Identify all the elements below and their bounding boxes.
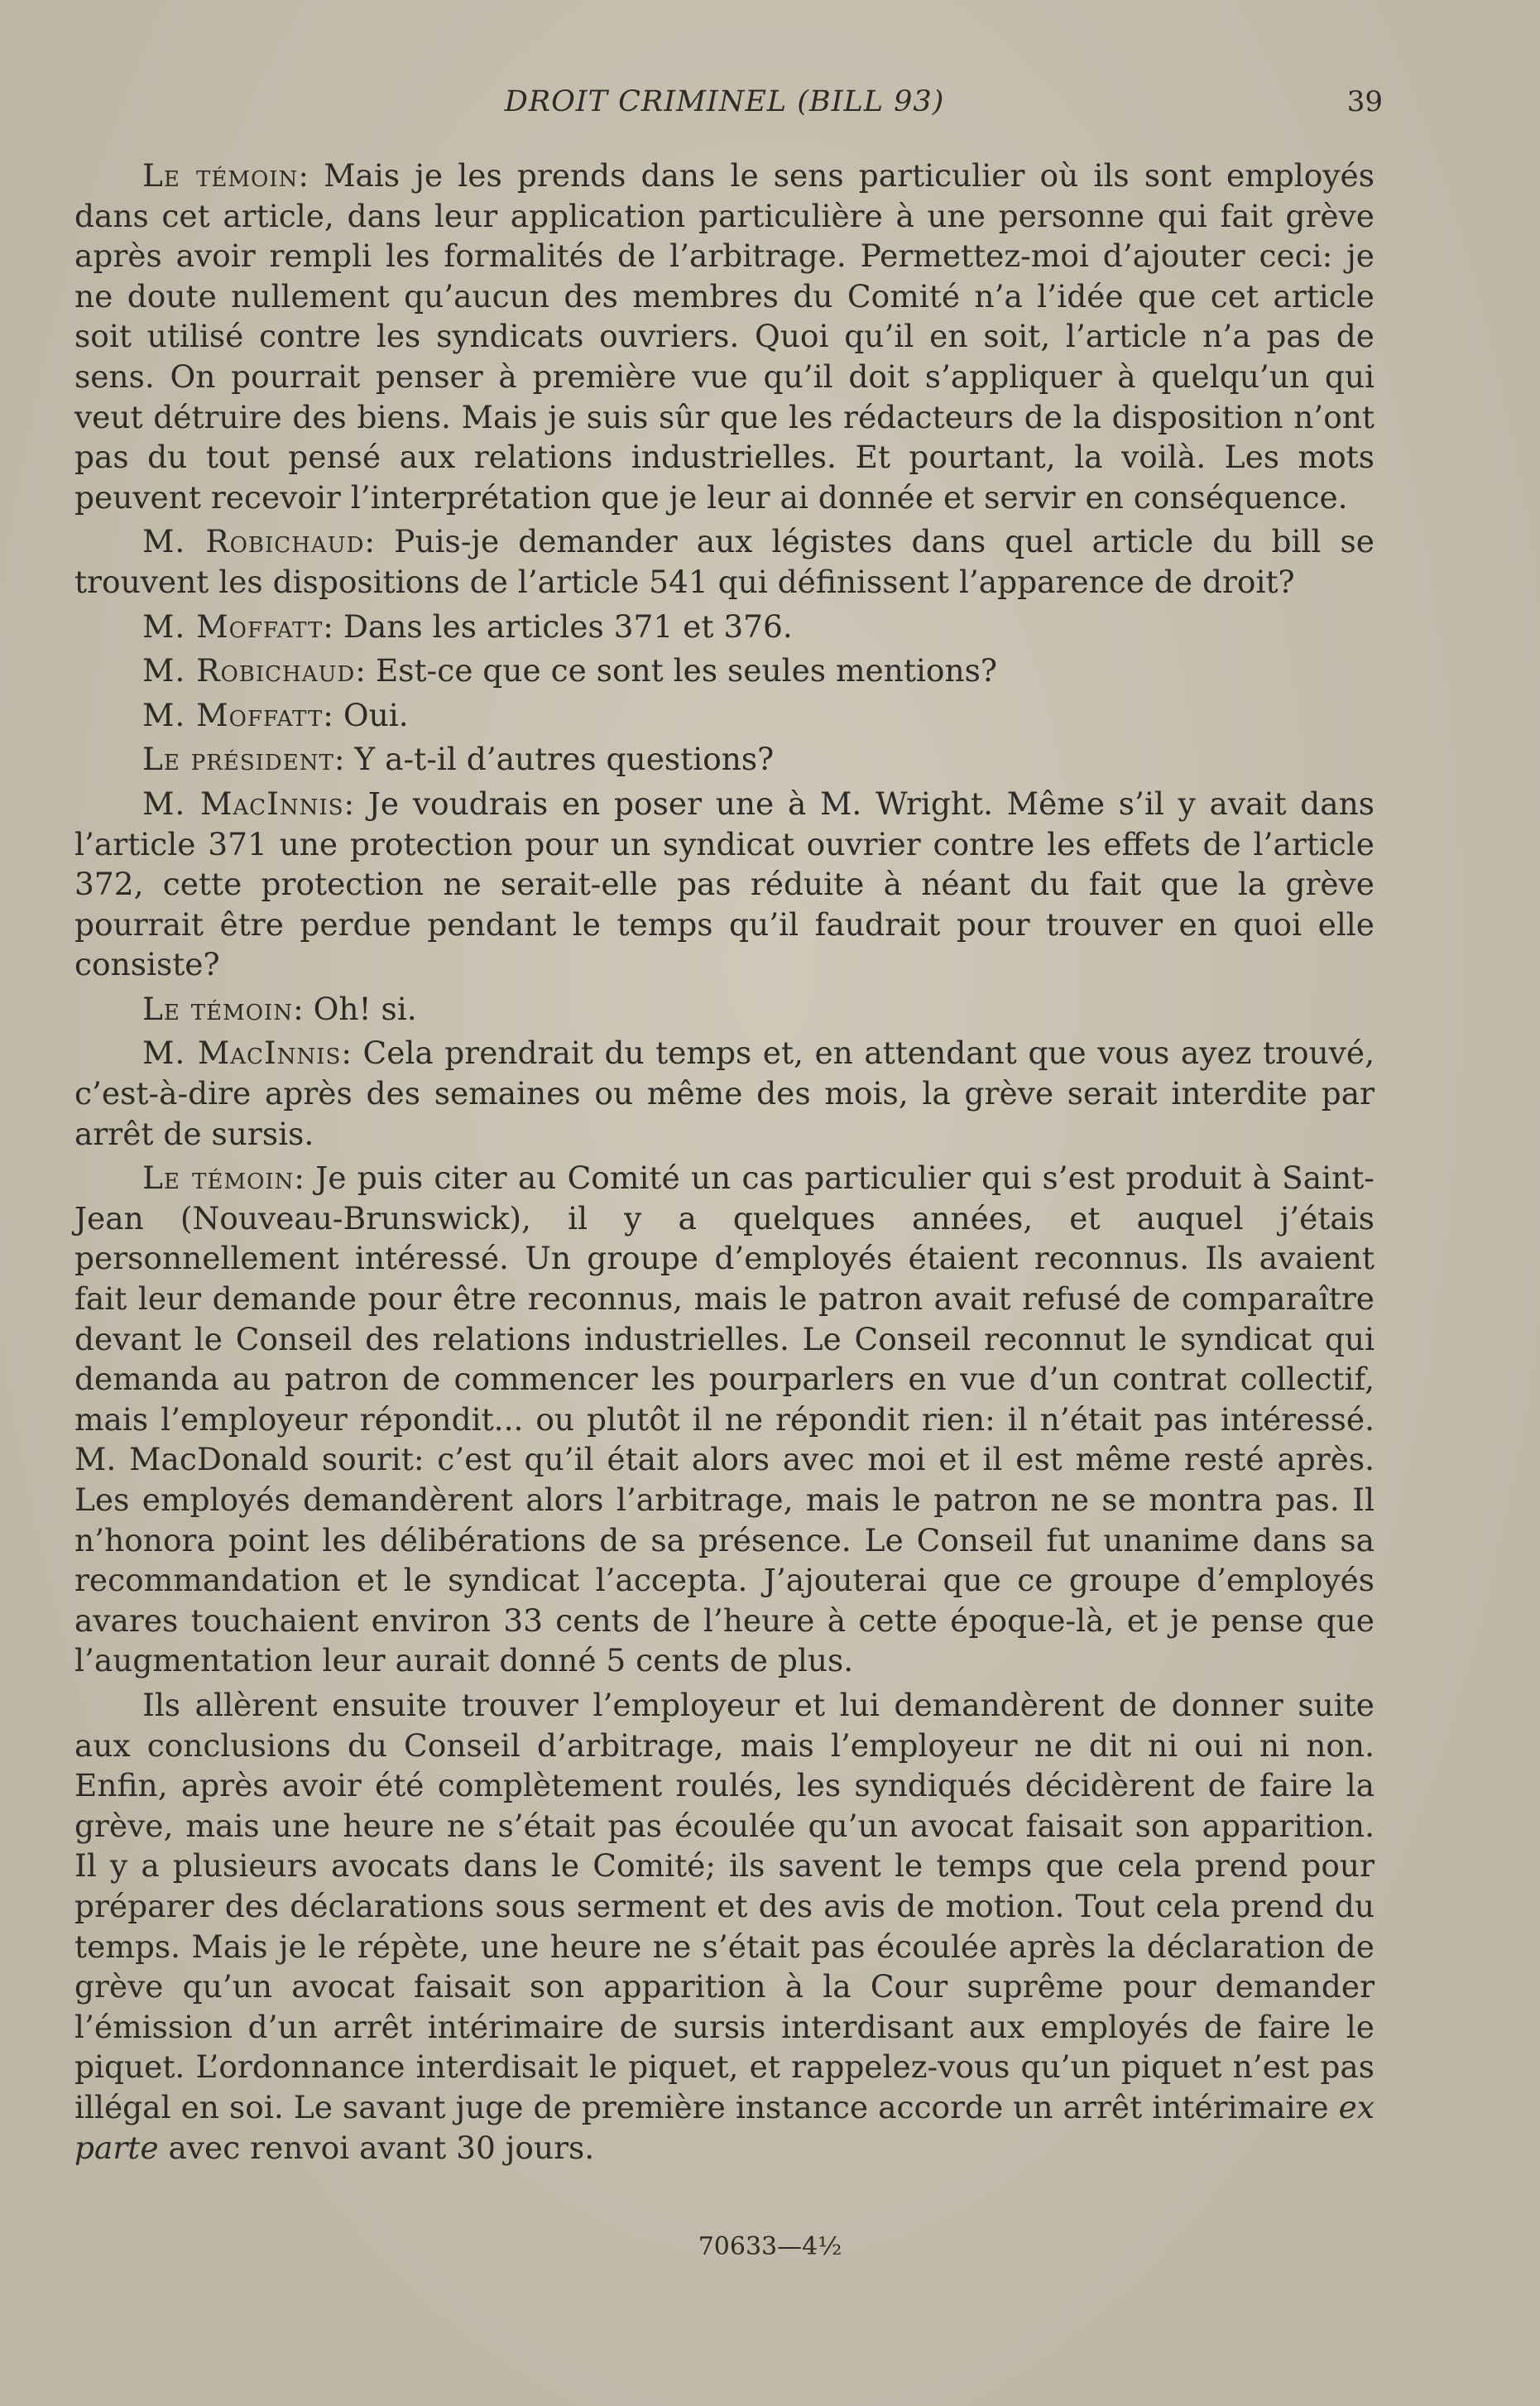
paragraph <box>74 1033 1374 1154</box>
speaker-name: Le témoin <box>142 990 294 1027</box>
body-text <box>74 156 1374 2172</box>
paragraph-text: : Dans les articles 371 et 376. <box>323 608 793 645</box>
paragraph <box>74 1685 1374 2168</box>
printer-signature: 70633—4½ <box>698 2232 842 2261</box>
speaker-name: Le président <box>142 741 334 778</box>
paragraph <box>74 156 1374 517</box>
speaker-name: M. Moffatt <box>142 696 324 733</box>
paragraph <box>74 521 1374 602</box>
paragraph-text: : Mais je les prends dans le sens particulier où ils sont employés dans cet article, dans leur application particulière à une personne qui fait grève après avoir rempli les formalités de l’arbitrage. Permettez-moi d’ajouter ceci: je ne doute nullement qu’aucun des membres du Comité n’a l’idée que cet article soit utilisé contre les syndicats ouvriers. Quoi qu’il en soit, l’article n’a pas de sens. On pourrait penser à première vue qu’il doit s’appliquer à quelqu’un qui veut détruire des biens. Mais je suis sûr que les rédacteurs de la disposition n’ont pas du tout pensé aux relations industrielles. Et pourtant, la voilà. Les mots peuvent recevoir l’interprétation que je leur ai donnée et servir en conséquence. <box>74 157 1374 516</box>
paragraph-text: : Puis-je demander aux légistes dans quel article du bill se trouvent les dispositions de l’article 541 qui définissent l’apparence de droit? <box>74 523 1374 600</box>
paragraph <box>74 651 1374 691</box>
paragraph <box>74 695 1374 736</box>
paragraph-text: : Je voudrais en poser une à M. Wright. Même s’il y avait dans l’article 371 une protection pour un syndicat ouvrier contre les effets de l’article 372, cette protection ne serait-elle pas réduite à néant du fait que la grève pourrait être perdue pendant le temps qu’il faudrait pour trouver en quoi elle consiste? <box>74 785 1375 983</box>
paragraph-text-end: avec renvoi avant 30 jours. <box>158 2129 595 2166</box>
speaker-name: M. MacInnis <box>142 785 344 822</box>
paragraph-text: : Oui. <box>323 696 409 733</box>
italic-phrase: ex parte <box>74 2088 1375 2166</box>
paragraph <box>74 1158 1374 1681</box>
paragraph <box>74 784 1374 985</box>
speaker-name: M. Robichaud <box>142 523 365 560</box>
paragraph-text: : Je puis citer au Comité un cas particulier qui s’est produit à Saint-Jean (Nouveau-Brunswick), il y a quelques années, et auquel j’étais personnellement intéressé. Un groupe d’employés étaient reconnus. Ils avaient fait leur demande pour être reconnus, mais le patron avait refusé de comparaître devant le Conseil des relations industrielles. Le Conseil reconnut le syndicat qui demanda au patron de commencer les pourparlers en vue d’un contrat collectif, mais l’employeur répondit... ou plutôt il ne répondit rien: il n’était pas intéressé. M. MacDonald sourit: c’est qu’il était alors avec moi et il est même resté après. Les employés demandèrent alors l’arbitrage, mais le patron ne se montra pas. Il n’honora point les délibérations de sa présence. Le Conseil fut unanime dans sa recommandation et le syndicat l’accepta. J’ajouterai que ce groupe d’employés avares touchaient environ 33 cents de l’heure à cette époque-là, et je pense que l’augmentation leur aurait donné 5 cents de plus. <box>74 1160 1374 1679</box>
paragraph-text: : Cela prendrait du temps et, en attendant que vous ayez trouvé, c’est-à-dire après des semaines ou même des mois, la grève serait interdite par arrêt de sursis. <box>74 1035 1374 1152</box>
speaker-name: Le témoin <box>142 1160 295 1197</box>
paragraph-text: : Y a-t-il d’autres questions? <box>333 741 775 778</box>
speaker-name: M. Moffatt <box>142 608 324 645</box>
page-number: 39 <box>1346 85 1383 118</box>
speaker-name: M. MacInnis <box>142 1035 342 1072</box>
running-title: DROIT CRIMINEL (BILL 93) <box>504 85 945 118</box>
page-header <box>74 81 1383 122</box>
paragraph <box>74 739 1374 780</box>
speaker-name: M. Robichaud <box>142 652 356 689</box>
paragraph <box>74 989 1374 1030</box>
paragraph-text: Ils allèrent ensuite trouver l’employeur et lui demandèrent de donner suite aux conclusions du Conseil d’arbitrage, mais l’employeur ne dit ni oui ni non. Enfin, après avoir été complètement roulés, les syndiqués décidèrent de faire la grève, mais une heure ne s’était pas écoulée qu’un avocat faisait son apparition. Il y a plusieurs avocats dans le Comité; ils savent le temps que cela prend pour préparer des déclarations sous serment et des avis de motion. Tout cela prend du temps. Mais je le répète, une heure ne s’était pas écoulée après la déclaration de grève qu’un avocat faisait son apparition à la Cour suprême pour demander l’émission d’un arrêt intérimaire de sursis interdisant aux employés de faire le piquet. L’ordonnance interdisait le piquet, et rappelez-vous qu’un piquet n’est pas illégal en soi. Le savant juge de première instance accorde un arrêt intérimaire <box>74 1686 1374 2125</box>
paragraph-text: : Oh! si. <box>293 990 417 1027</box>
paragraph <box>74 607 1374 647</box>
speaker-name: Le témoin <box>142 157 299 194</box>
paragraph-text: : Est-ce que ce sont les seules mentions? <box>355 652 997 689</box>
